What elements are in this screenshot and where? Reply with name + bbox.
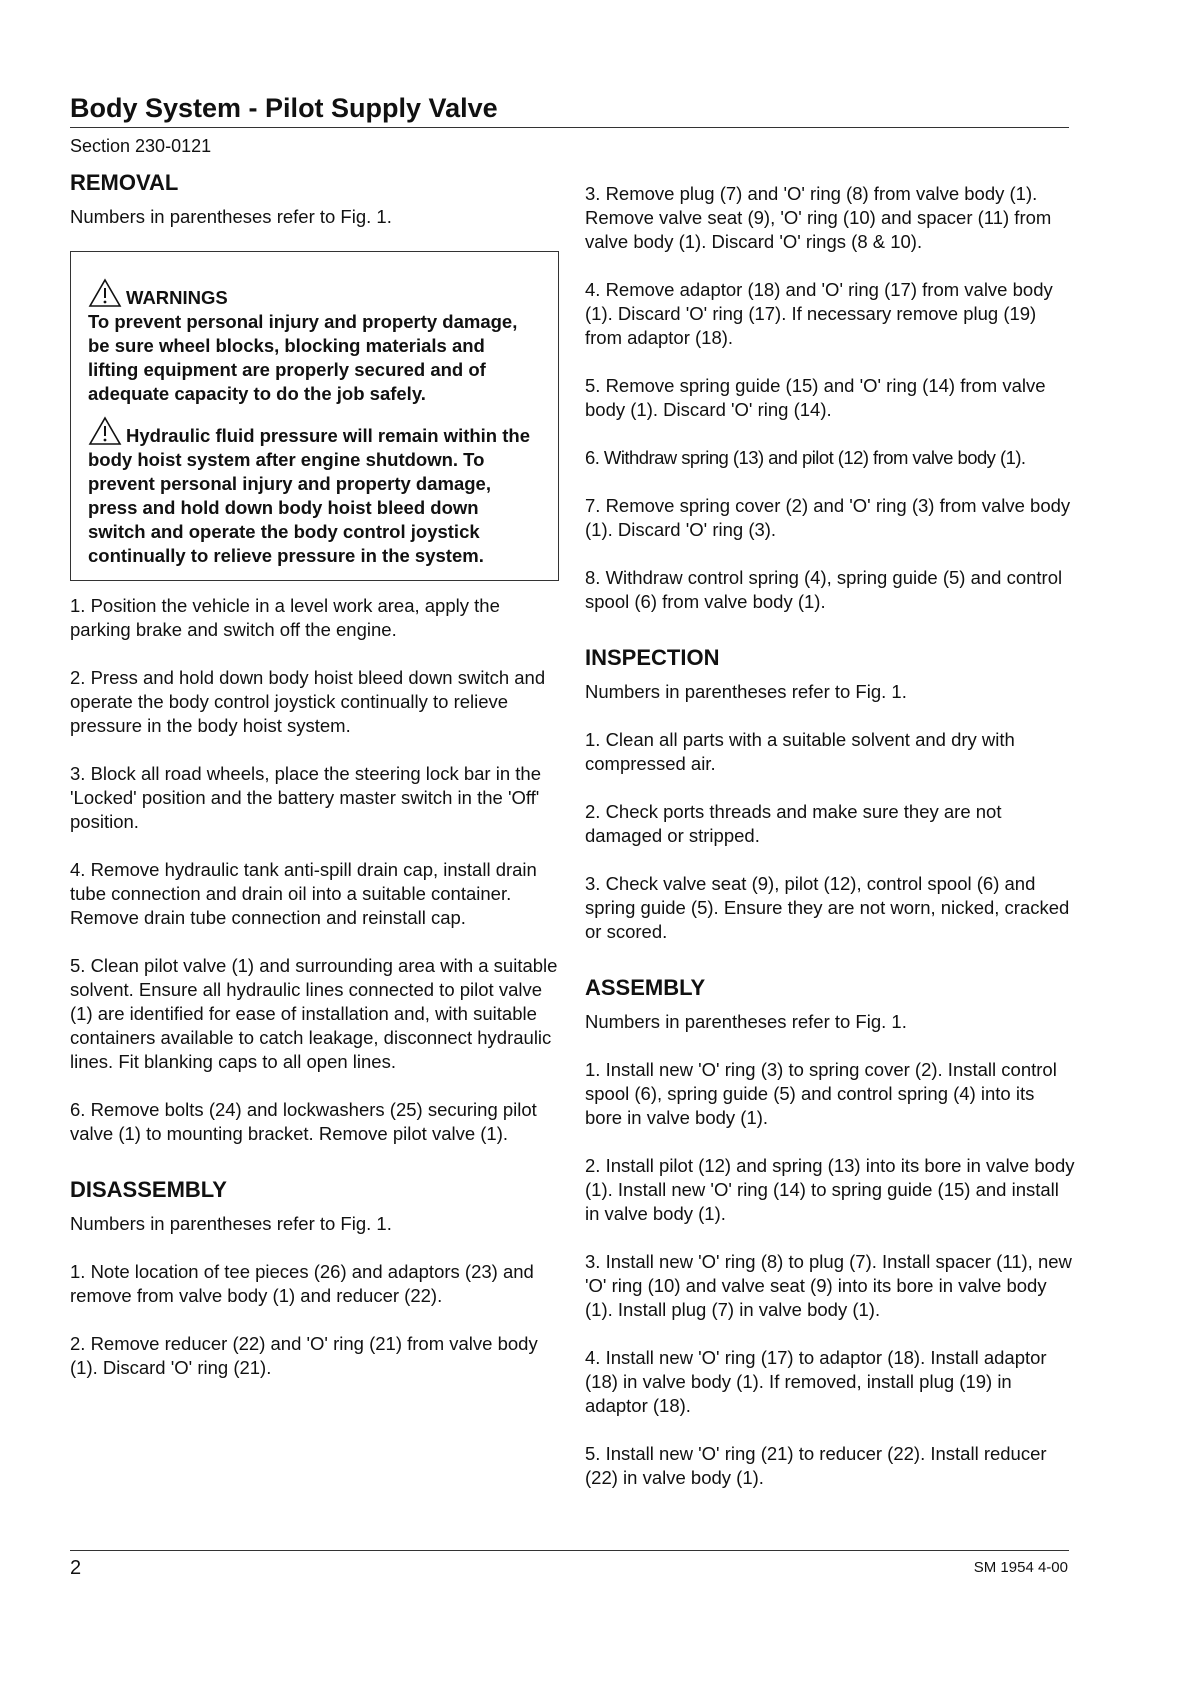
removal-step-1: 1. Position the vehicle in a level work area, apply the parking brake and switch off the engine. bbox=[70, 595, 500, 640]
removal-step-4: 4. Remove hydraulic tank anti-spill drain cap, install drain tube connection and drain oil into a suitable container. Remove drain tube connection and reinstall cap. bbox=[70, 859, 537, 928]
document-code: SM 1954 4-00 bbox=[973, 1559, 1068, 1576]
warning-paragraph-1 bbox=[88, 278, 540, 406]
removal-step-3: 3. Block all road wheels, place the steering lock bar in the 'Locked' position and the battery master switch in the 'Off' position. bbox=[70, 763, 541, 832]
disassembly-step-5: 5. Remove spring guide (15) and 'O' ring (14) from valve body (1). Discard 'O' ring (14). bbox=[585, 375, 1046, 420]
disassembly-heading: DISASSEMBLY bbox=[70, 1177, 227, 1202]
page-number: 2 bbox=[70, 1557, 82, 1579]
left-column bbox=[70, 169, 560, 1404]
warning-triangle-icon bbox=[88, 278, 122, 308]
disassembly-step-7: 7. Remove spring cover (2) and 'O' ring (3) from valve body (1). Discard 'O' ring (3). bbox=[585, 495, 1071, 540]
assembly-step-5: 5. Install new 'O' ring (21) to reducer (22). Install reducer (22) in valve body (1). bbox=[585, 1443, 1047, 1488]
disassembly-intro: Numbers in parentheses refer to Fig. 1. bbox=[70, 1213, 392, 1234]
removal-step-6: 6. Remove bolts (24) and lockwashers (25) securing pilot valve (1) to mounting bracket. Remove pilot valve (1). bbox=[70, 1099, 537, 1144]
disassembly-step-2: 2. Remove reducer (22) and 'O' ring (21) from valve body (1). Discard 'O' ring (21). bbox=[70, 1333, 538, 1378]
footer-divider bbox=[70, 1550, 1069, 1551]
warning-text-2: Hydraulic fluid pressure will remain within the body hoist system after engine shutdown. To prevent personal injury and property damage, press and hold down body hoist bleed down switch and operate the body control joystick continually to relieve pressure in the system. bbox=[88, 425, 531, 566]
removal-intro: Numbers in parentheses refer to Fig. 1. bbox=[70, 206, 392, 227]
warning-triangle-icon bbox=[88, 416, 122, 446]
inspection-step-2: 2. Check ports threads and make sure they are not damaged or stripped. bbox=[585, 801, 1002, 846]
warnings-label: WARNINGS bbox=[126, 287, 228, 308]
inspection-intro: Numbers in parentheses refer to Fig. 1. bbox=[585, 681, 907, 702]
assembly-intro: Numbers in parentheses refer to Fig. 1. bbox=[585, 1011, 907, 1032]
disassembly-step-6: 6. Withdraw spring (13) and pilot (12) from valve body (1). bbox=[585, 447, 1026, 468]
title-divider bbox=[70, 127, 1069, 128]
assembly-step-2: 2. Install pilot (12) and spring (13) into its bore in valve body (1). Install new 'O' ring (14) to spring guide (15) and install in valve body (1). bbox=[585, 1155, 1075, 1224]
warning-text-1: To prevent personal injury and property damage, be sure wheel blocks, blocking materials and lifting equipment are properly secured and of adequate capacity to do the job safely. bbox=[88, 311, 518, 404]
warning-paragraph-2 bbox=[88, 416, 540, 568]
inspection-step-3: 3. Check valve seat (9), pilot (12), control spool (6) and spring guide (5). Ensure they are not worn, nicked, cracked or scored. bbox=[585, 873, 1070, 942]
right-column bbox=[585, 182, 1075, 1514]
disassembly-step-1: 1. Note location of tee pieces (26) and adaptors (23) and remove from valve body (1) and reducer (22). bbox=[70, 1261, 534, 1306]
warning-box bbox=[70, 251, 559, 581]
page-title: Body System - Pilot Supply Valve bbox=[70, 93, 498, 123]
removal-step-2: 2. Press and hold down body hoist bleed down switch and operate the body control joystick continually to relieve pressure in the body hoist system. bbox=[70, 667, 546, 736]
assembly-step-4: 4. Install new 'O' ring (17) to adaptor (18). Install adaptor (18) in valve body (1). If removed, install plug (19) in adaptor (18). bbox=[585, 1347, 1047, 1416]
assembly-step-3: 3. Install new 'O' ring (8) to plug (7). Install spacer (11), new 'O' ring (10) and valve seat (9) into its bore in valve body (1). Install plug (7) in valve body (1). bbox=[585, 1251, 1072, 1320]
inspection-step-1: 1. Clean all parts with a suitable solvent and dry with compressed air. bbox=[585, 729, 1015, 774]
section-number: Section 230-0121 bbox=[70, 136, 212, 156]
removal-heading: REMOVAL bbox=[70, 170, 179, 195]
inspection-heading: INSPECTION bbox=[585, 645, 720, 670]
disassembly-step-8: 8. Withdraw control spring (4), spring guide (5) and control spool (6) from valve body (1). bbox=[585, 567, 1063, 612]
disassembly-step-3: 3. Remove plug (7) and 'O' ring (8) from valve body (1). Remove valve seat (9), 'O' ring (10) and spacer (11) from valve body (1). Discard 'O' rings (8 & 10). bbox=[585, 183, 1052, 252]
assembly-step-1: 1. Install new 'O' ring (3) to spring cover (2). Install control spool (6), spring guide (5) and control spring (4) into its bore in valve body (1). bbox=[585, 1059, 1057, 1128]
assembly-heading: ASSEMBLY bbox=[585, 975, 706, 1000]
removal-step-5: 5. Clean pilot valve (1) and surrounding area with a suitable solvent. Ensure all hydraulic lines connected to pilot valve (1) are identified for ease of installation and, with suitable containers available to catch leakage, disconnect hydraulic lines. Fit blanking caps to all open lines. bbox=[70, 955, 558, 1072]
disassembly-step-4: 4. Remove adaptor (18) and 'O' ring (17) from valve body (1). Discard 'O' ring (17). If necessary remove plug (19) from adaptor (18). bbox=[585, 279, 1053, 348]
